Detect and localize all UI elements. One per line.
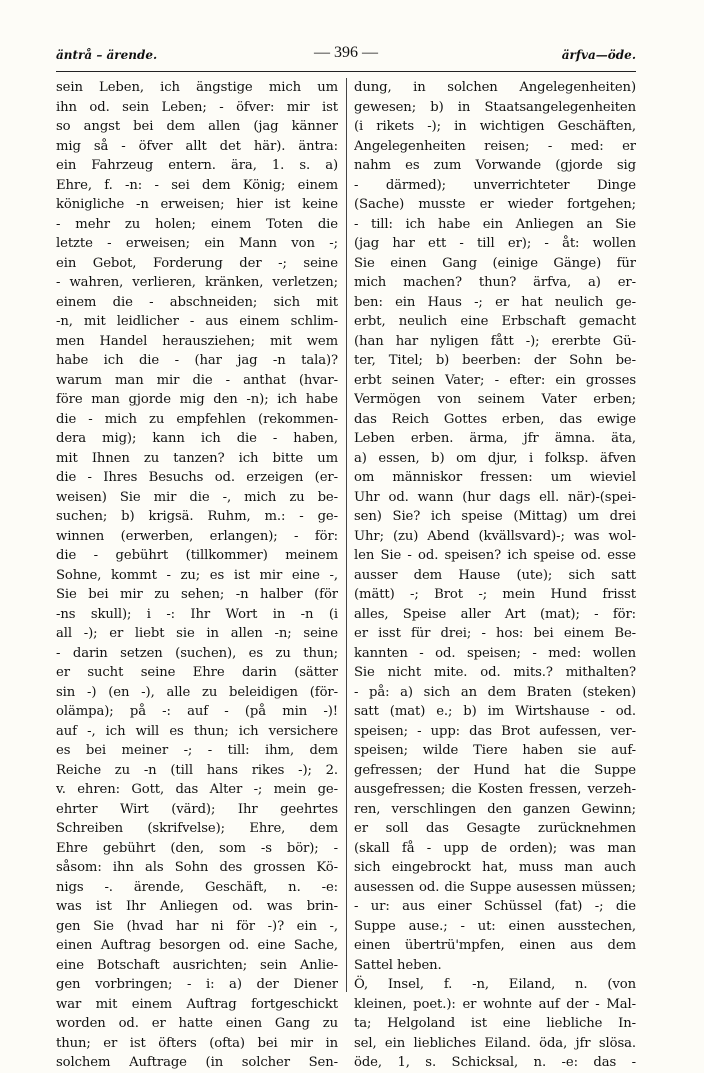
text-line: (skall få - upp de orden); was man [354,840,636,856]
text-line: ta; Helgoland ist eine liebliche In- [354,1016,636,1031]
page-header [56,44,636,64]
text-line: ehrter Wirt (värd); Ihr geehrtes [56,801,338,817]
text-line: warum man mir die - anthat (hvar- [56,372,338,388]
text-line: ihn od. sein Leben; - öfver: mir ist [56,99,338,115]
text-line: winnen (erwerben, erlangen); - för: [56,528,338,544]
text-line: Ehre, f. -n: - sei dem König; einem [56,177,338,193]
text-line: mig så - öfver allt det här). äntra: [56,138,338,154]
right-column [354,78,636,1073]
text-line: speisen; - upp: das Brot aufessen, ver- [354,723,636,739]
text-line: v. ehren: Gott, das Alter -; mein ge- [56,782,338,797]
text-line: speisen; wilde Tiere haben sie auf- [354,743,636,758]
text-line: Leben erben. ärma, jfr ämna. äta, [354,431,636,446]
text-line: (i rikets -); in wichtigen Geschäften, [354,119,636,134]
text-line: gen vorbringen; - i: a) der Diener [56,977,338,992]
text-line: auf -, ich will es thun; ich versichere [56,723,338,739]
text-line: - på: a) sich an dem Braten (steken) [354,684,636,700]
text-line: - darin setzen (suchen), es zu thun; [56,645,338,661]
text-line: gewesen; b) in Staatsangelegenheiten [354,99,636,115]
text-line: Reiche zu -n (till hans rikes -); 2. [56,762,338,778]
text-line: Angelegenheiten reisen; - med: er [354,138,636,154]
text-line: sein Leben, ich ängstige mich um [56,80,338,95]
text-line: sen) Sie? ich speise (Mittag) um drei [354,509,636,524]
text-line: Vermögen von seinem Vater erben; [354,392,636,407]
text-line: -n, mit leidlicher - aus einem schlim- [56,314,338,329]
text-line: er sucht seine Ehre darin (sätter [56,665,338,680]
text-line: thun; er ist öfters (ofta) bei mir in [56,1035,338,1051]
text-line: Ehre gebührt (den, som -s bör); - [56,840,338,856]
text-line: sich eingebrockt hat, muss man auch [354,860,636,875]
text-line: - till: ich habe ein Anliegen an Sie [354,216,636,232]
text-line: Suppe ause.; - ut: einen ausstechen, [354,918,636,934]
text-line: (Sache) musste er wieder fortgehen; [354,197,636,212]
text-line: Schreiben (skrifvelse); Ehre, dem [56,821,338,836]
text-line: ausser dem Hause (ute); sich satt [354,567,636,583]
text-line: einem die - abschneiden; sich mit [56,294,338,310]
text-line: före man gjorde mig den -n); ich habe [56,392,338,407]
text-line: men Handel herausziehen; mit wem [56,333,338,349]
text-line: ein Gebot, Forderung der -; seine [56,255,338,271]
text-line: er soll das Gesagte zurücknehmen [354,821,636,836]
text-line: suchen; b) krigsä. Ruhm, m.: - ge- [56,509,338,524]
text-line: - wahren, verlieren, kränken, verletzen; [56,275,338,290]
text-line: öde, 1, s. Schicksal, n. -e: das - [354,1055,636,1070]
text-line: ein Fahrzeug entern. ära, 1. s. a) [56,158,338,173]
text-line: Sie nicht mite. od. mits.? mithalten? [354,665,636,680]
text-line: nigs -. ärende, Geschäft, n. -e: [56,879,338,895]
text-line: war mit einem Auftrag fortgeschickt [56,996,338,1012]
text-line: er isst für drei; - hos: bei einem Be- [354,626,636,641]
text-line: - ur: aus einer Schüssel (fat) -; die [354,899,636,914]
text-line: kannten - od. speisen; - med: wollen [354,645,636,661]
text-line: len Sie - od. speisen? ich speise od. esse [354,548,636,563]
text-line: gen Sie (hvad har ni för -)? ein -, [56,918,338,934]
text-line: mit Ihnen zu tanzen? ich bitte um [56,450,338,466]
text-line: Uhr od. wann (hur dags ell. när)-(spei- [354,489,636,505]
text-line: die - Ihres Besuchs od. erzeigen (er- [56,470,338,485]
text-line: dung, in solchen Angelegenheiten) [354,80,636,95]
text-line: so angst bei dem allen (jag känner [56,119,338,134]
text-line: mich machen? thun? ärfva, a) er- [354,275,636,290]
text-line: om människor fressen: um wieviel [354,470,636,485]
text-line: solchem Auftrage (in solcher Sen- [56,1055,338,1070]
text-line: ben: ein Haus -; er hat neulich ge- [354,294,636,310]
text-line: satt (mat) e.; b) im Wirtshause - od. [354,704,636,719]
text-line: Uhr; (zu) Abend (kvällsvard)-; was wol- [354,528,636,544]
text-line: worden od. er hatte einen Gang zu [56,1016,338,1031]
text-line: olämpa); på -: auf - (på min -)! [56,704,338,719]
text-line: habe ich die - (har jag -n tala)? [56,353,338,368]
header-right-guideword: ärfva—öde. [561,48,636,62]
text-line: die - mich zu empfehlen (rekommen- [56,411,338,427]
text-line: Sattel heben. [354,957,442,973]
text-line: ren, verschlingen den ganzen Gewinn; [354,801,636,817]
text-line: einen übertrü'mpfen, einen aus dem [354,938,636,953]
text-line: - mehr zu holen; einem Toten die [56,216,338,232]
text-line: sel, ein liebliches Eiland. öda, jfr slösa. [354,1035,636,1051]
text-line: (han har nyligen fått -); ererbte Gü- [354,333,636,349]
text-line: erbt, neulich eine Erbschaft gemacht [354,314,636,329]
left-column [56,78,338,1073]
text-line: weisen) Sie mir die -, mich zu be- [56,489,338,505]
column-divider [346,78,347,992]
text-line: ausgefressen; die Kosten fressen, verzeh- [354,782,636,797]
text-line: königliche -n erweisen; hier ist keine [56,197,338,212]
header-left-guideword: äntrå – ärende. [56,48,158,62]
header-rule [56,71,636,72]
text-line: erbt seinen Vater; - efter: ein grosses [354,372,636,388]
text-line: ausessen od. die Suppe ausessen müssen; [354,879,636,895]
text-line: es bei meiner -; - till: ihm, dem [56,743,338,758]
text-line: såsom: ihn als Sohn des grossen Kö- [56,860,338,875]
text-line: -ns skull); i -: Ihr Wort in -n (i [56,606,338,622]
text-line: dera mig); kann ich die - haben, [56,431,338,446]
text-line: - därmed); unverrichteter Dinge [354,177,636,193]
text-line: alles, Speise aller Art (mat); - för: [354,606,636,622]
text-line: Ö, Insel, f. -n, Eiland, n. (von [354,977,636,992]
text-line: Sie bei mir zu sehen; -n halber (för [56,587,338,602]
text-line: kleinen, poet.): er wohnte auf der - Mal- [354,996,636,1012]
text-line: ter, Titel; b) beerben: der Sohn be- [354,353,636,368]
text-line: das Reich Gottes erben, das ewige [354,411,636,427]
text-line: was ist Ihr Anliegen od. was brin- [56,899,338,914]
text-line: gefressen; der Hund hat die Suppe [354,762,636,778]
text-line: letzte - erweisen; ein Mann von -; [56,236,338,251]
text-line: (mätt) -; Brot -; mein Hund frisst [354,587,636,602]
text-line: Sohne, kommt - zu; es ist mir eine -, [56,567,338,583]
text-line: (jag har ett - till er); - åt: wollen [354,236,636,251]
dictionary-page [56,44,636,1070]
text-line: nahm es zum Vorwande (gjorde sig [354,158,636,173]
text-line: eine Botschaft ausrichten; sein Anlie- [56,957,338,973]
text-line: sin -) (en -), alle zu beleidigen (för- [56,684,338,700]
text-line: die - gebührt (tillkommer) meinem [56,548,338,563]
text-line: Sie einen Gang (einige Gänge) für [354,255,636,271]
text-line: all -); er liebt sie in allen -n; seine [56,626,338,641]
text-line: einen Auftrag besorgen od. eine Sache, [56,938,338,953]
page-number: — 396 — [314,44,378,61]
text-line: a) essen, b) om djur, i folksp. äfven [354,450,636,466]
